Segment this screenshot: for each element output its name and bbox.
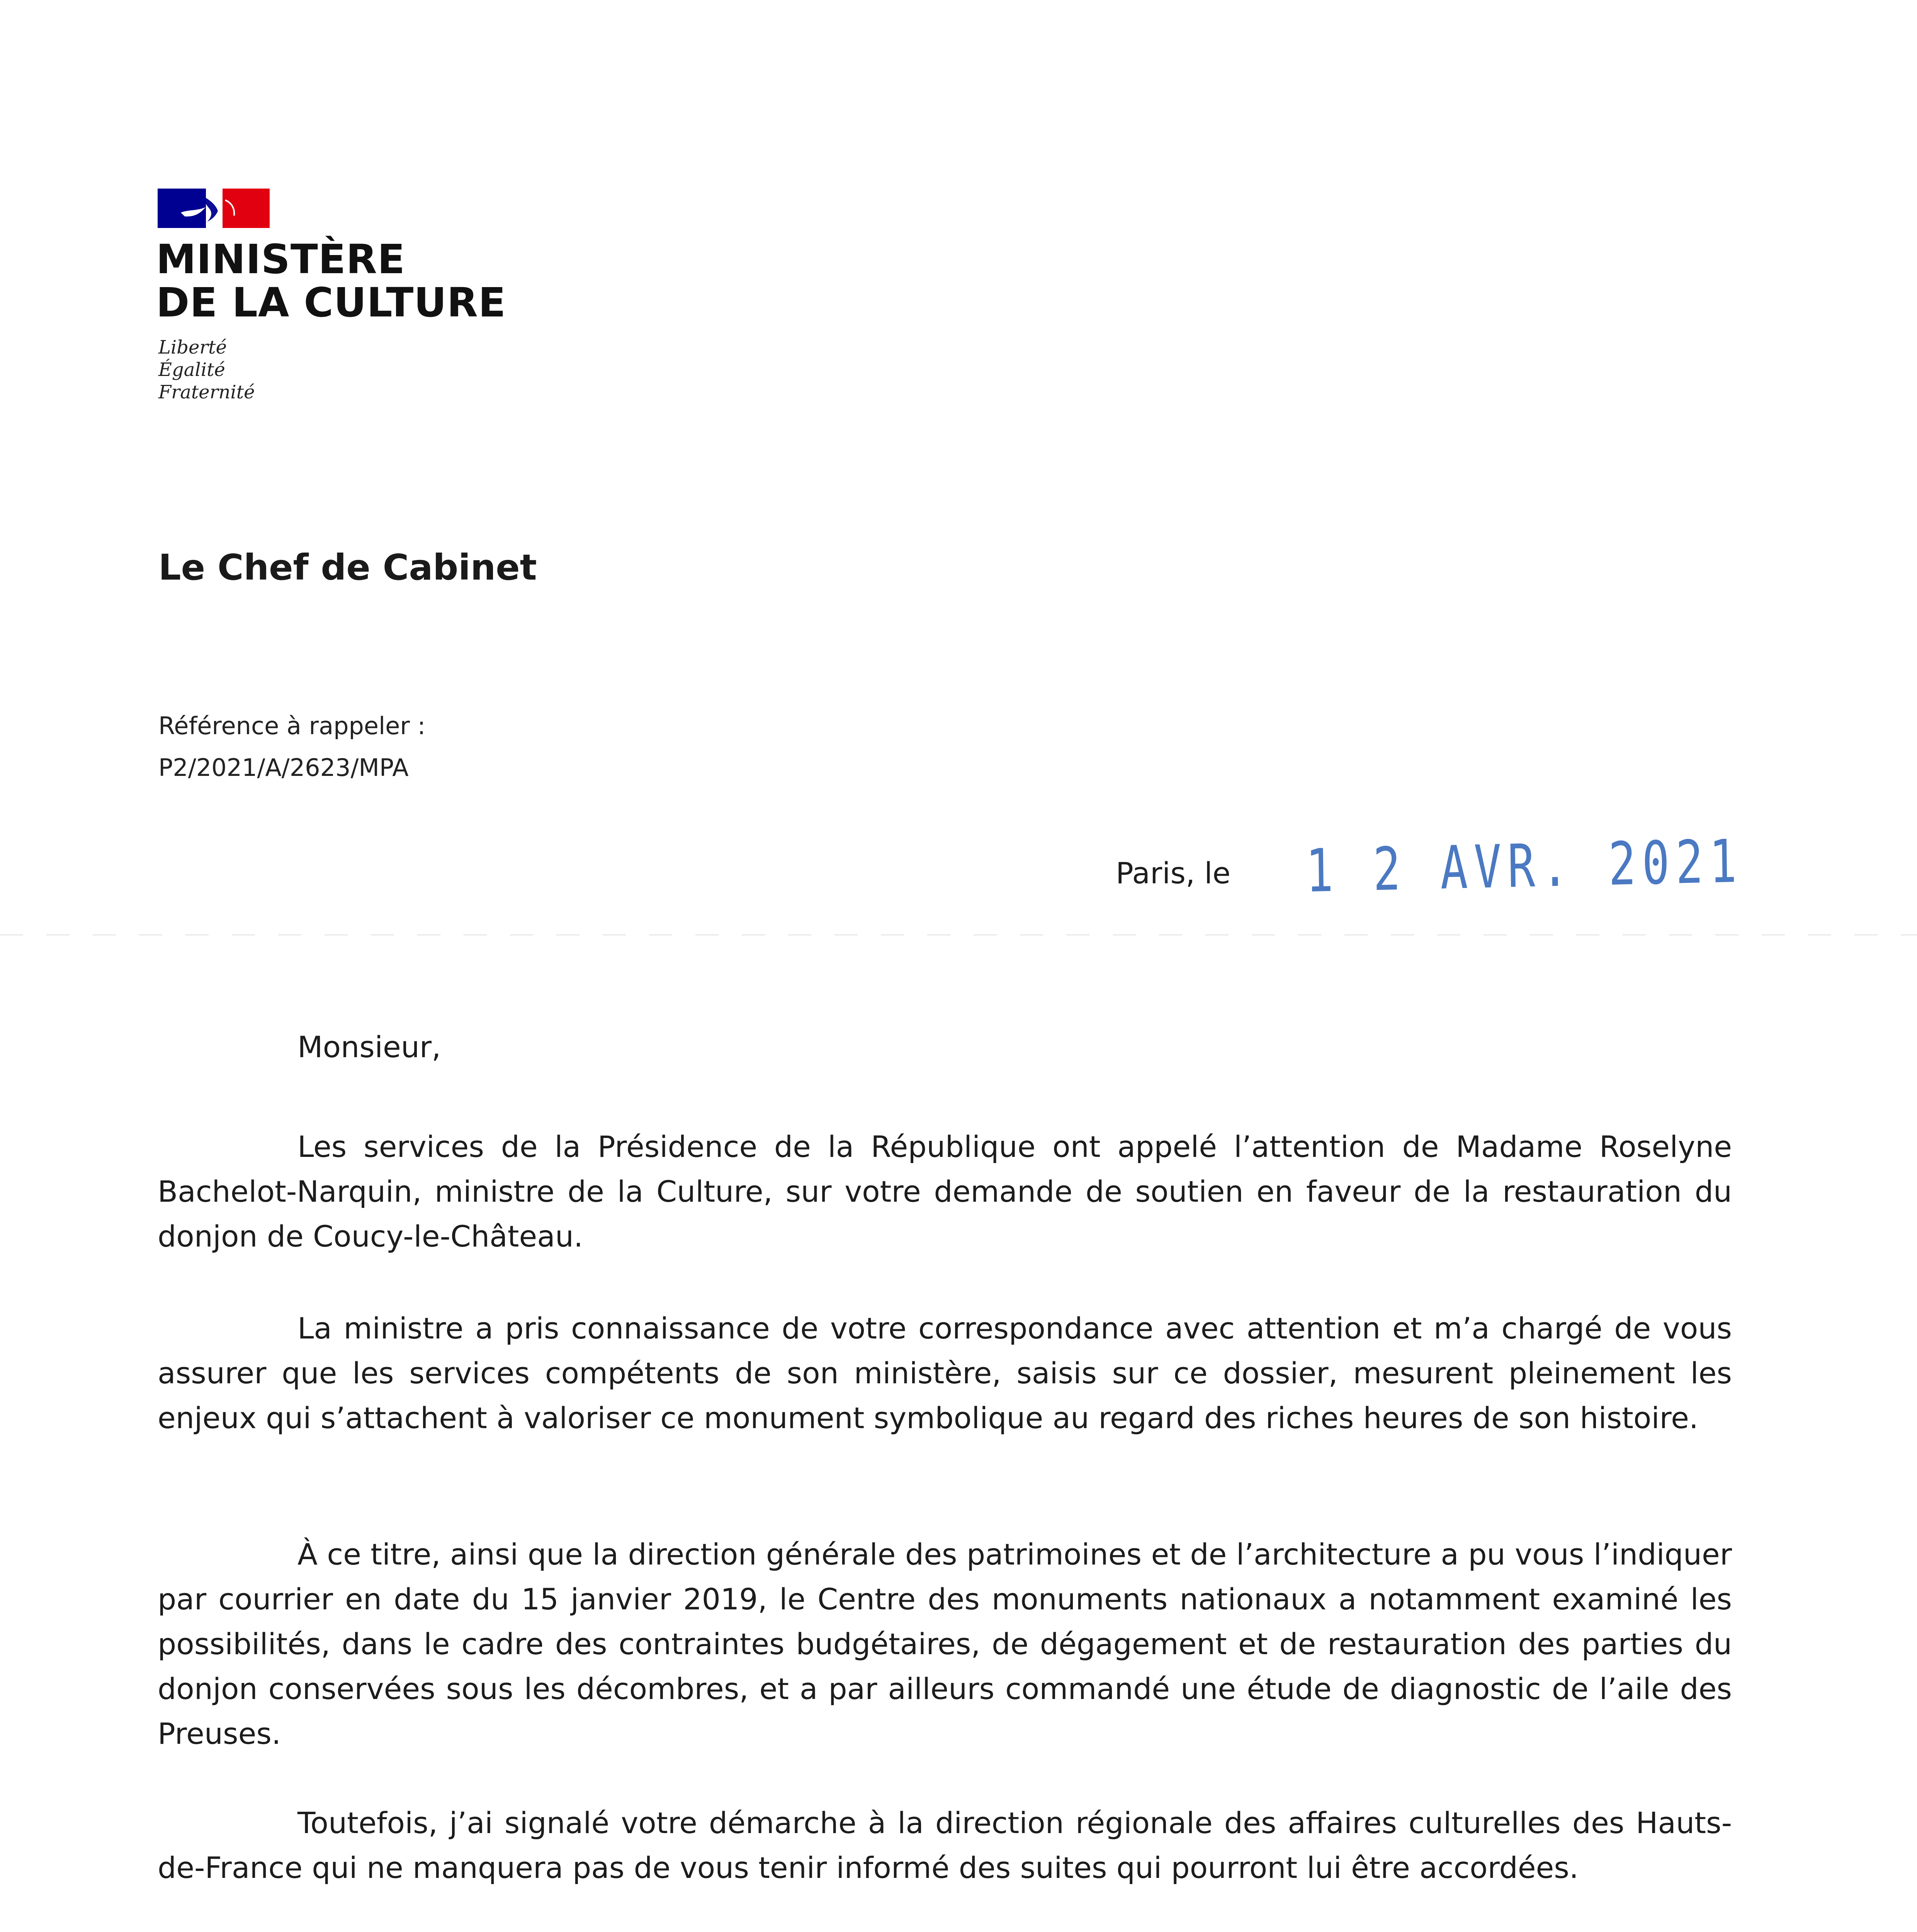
motto-liberte: Liberté — [158, 337, 227, 358]
motto-egalite: Égalité — [158, 359, 225, 381]
scan-artifact-line — [0, 934, 1917, 935]
paragraph-4: Toutefois, j’ai signalé votre démarche à la direction régionale des affaires culturelles des Hauts-de-France qui ne manquera pas de vous tenir informé des suites qui pourront lui être accordées. — [158, 1806, 1732, 1885]
salutation: Monsieur, — [297, 1030, 441, 1064]
republic-motto — [158, 336, 255, 403]
marianne-logo-icon — [158, 189, 270, 228]
reference-label: Référence à rappeler : — [158, 712, 426, 740]
paragraph-1: Les services de la Présidence de la République ont appelé l’attention de Madame Roselyne Bachelot-Narquin, ministre de la Culture, sur votre demande de soutien en faveur de la restauration du donjon de Coucy-le-Château. — [158, 1129, 1732, 1253]
reference-value: P2/2021/A/2623/MPA — [158, 753, 409, 782]
reference-block — [158, 705, 425, 789]
paragraph-2: La ministre a pris connaissance de votre correspondance avec attention et m’a chargé de vous assurer que les services compétents de son ministère, saisis sur ce dossier, mesurent pleinement les enjeux qui s’attachent à valoriser ce monument symbolique au regard des riches heures de son histoire. — [158, 1311, 1732, 1435]
ministry-name — [156, 238, 506, 324]
ministry-line-1: MINISTÈRE — [156, 236, 405, 283]
place-label: Paris, le — [1116, 856, 1231, 890]
motto-fraternite: Fraternité — [158, 381, 255, 403]
paragraph-3: À ce titre, ainsi que la direction générale des patrimoines et de l’architecture a pu vous l’indiquer par courrier en date du 15 janvier 2019, le Centre des monuments nationaux a notamment examiné les possibilités, dans le cadre des contraintes budgétaires, de dégagement et de restauration des parties du donjon conservées sous les décombres, et a par ailleurs commandé une étude de diagnostic de l’aile des Preuses. — [158, 1537, 1732, 1751]
flag-blue-band — [158, 189, 206, 228]
flag-red-band — [223, 189, 270, 228]
date-stamp: 1 2 AVR. 2021 — [1305, 826, 1744, 906]
ministry-line-2: DE LA CULTURE — [156, 279, 506, 326]
office-title: Le Chef de Cabinet — [158, 547, 537, 588]
